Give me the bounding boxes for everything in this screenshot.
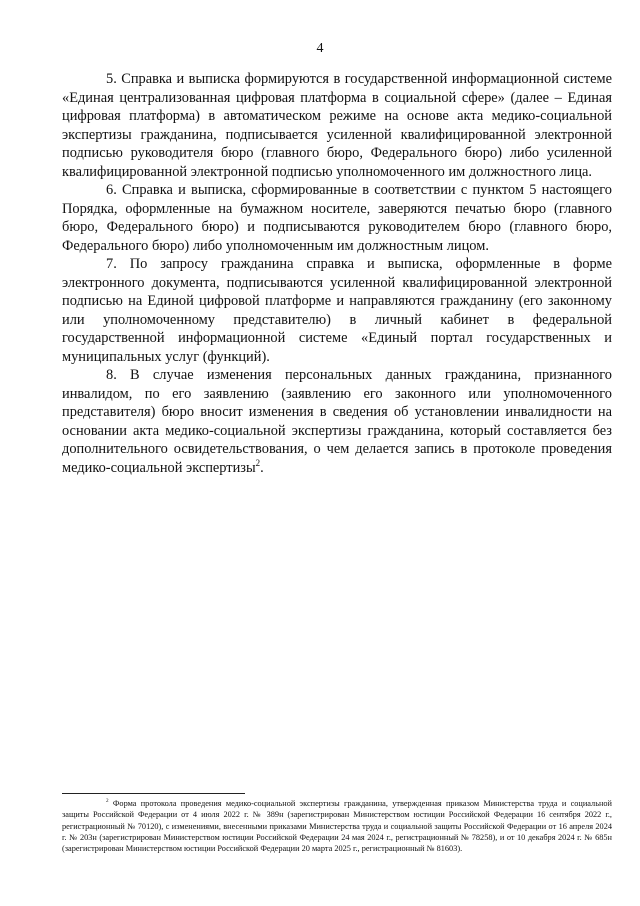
document-body: [62, 70, 612, 477]
paragraph-8-end: .: [260, 459, 264, 476]
paragraph-8-text: 8. В случае изменения персональных данных гражданина, признанного инвалидом, по его заявлению (заявлению его законного или уполномоченного представителя) бюро вносит изменения в сведения об установлении инвалидности на основании акта медико-социальной экспертизы гражданина, который составляется без дополнительного освидетельствования, о чем делается запись в протоколе проведения медико-социальной экспертизы: [62, 367, 612, 476]
paragraph-5: 5. Справка и выписка формируются в государственной информационной системе «Единая централизованная цифровая платформа в социальной сфере» (далее – Единая цифровая платформа) в автоматическом режиме на основе акта медико-социальной экспертизы гражданина, подписывается усиленной квалифицированной электронной подписью руководителя бюро (главного бюро, Федерального бюро) либо усиленной квалифицированной электронной подписью уполномоченного им должностного лица.: [62, 71, 612, 180]
paragraph-6: 6. Справка и выписка, сформированные в соответствии с пунктом 5 настоящего Порядка, оформленные на бумажном носителе, заверяются печатью бюро (главного бюро, Федерального бюро) и подписываются руководителем бюро (главного бюро, Федерального бюро) либо уполномоченным им должностным лицом.: [62, 182, 612, 254]
footnote-divider: [62, 793, 245, 794]
paragraph-8: [62, 366, 612, 477]
footnote-marker: 2: [106, 798, 109, 805]
footnote: [62, 798, 612, 854]
paragraph-7: 7. По запросу гражданина справка и выписка, оформленные в форме электронного документа, подписываются усиленной квалифицированной электронной подписью на Единой цифровой платформе и направляются гражданину (его законному или уполномоченному представителю) в личный кабинет в федеральной государственной информационной системе «Единый портал государственных и муниципальных услуг (функций).: [62, 256, 612, 365]
page-number: 4: [316, 41, 324, 56]
footnote-text: Форма протокола проведения медико-социальной экспертизы гражданина, утвержденная приказом Министерства труда и социальной защиты Российской Федерации от 4 июля 2022 г. № 389н (зарегистрирован Министерством юстиции Российской Федерации 16 сентября 2022 г., регистрационный № 70120), с изменениями, внесенными приказами Министерства труда и социальной защиты Российской Федерации от 16 апреля 2024 г. № 203н (зарегистрирован Министерством юстиции Российской Федерации 24 мая 2024 г., регистрационный № 78258), и от 10 декабря 2024 г. № 685н (зарегистрирован Министерством юстиции Российской Федерации 20 марта 2025 г., регистрационный № 81603).: [62, 799, 613, 854]
footnote-reference: 2: [255, 457, 261, 468]
